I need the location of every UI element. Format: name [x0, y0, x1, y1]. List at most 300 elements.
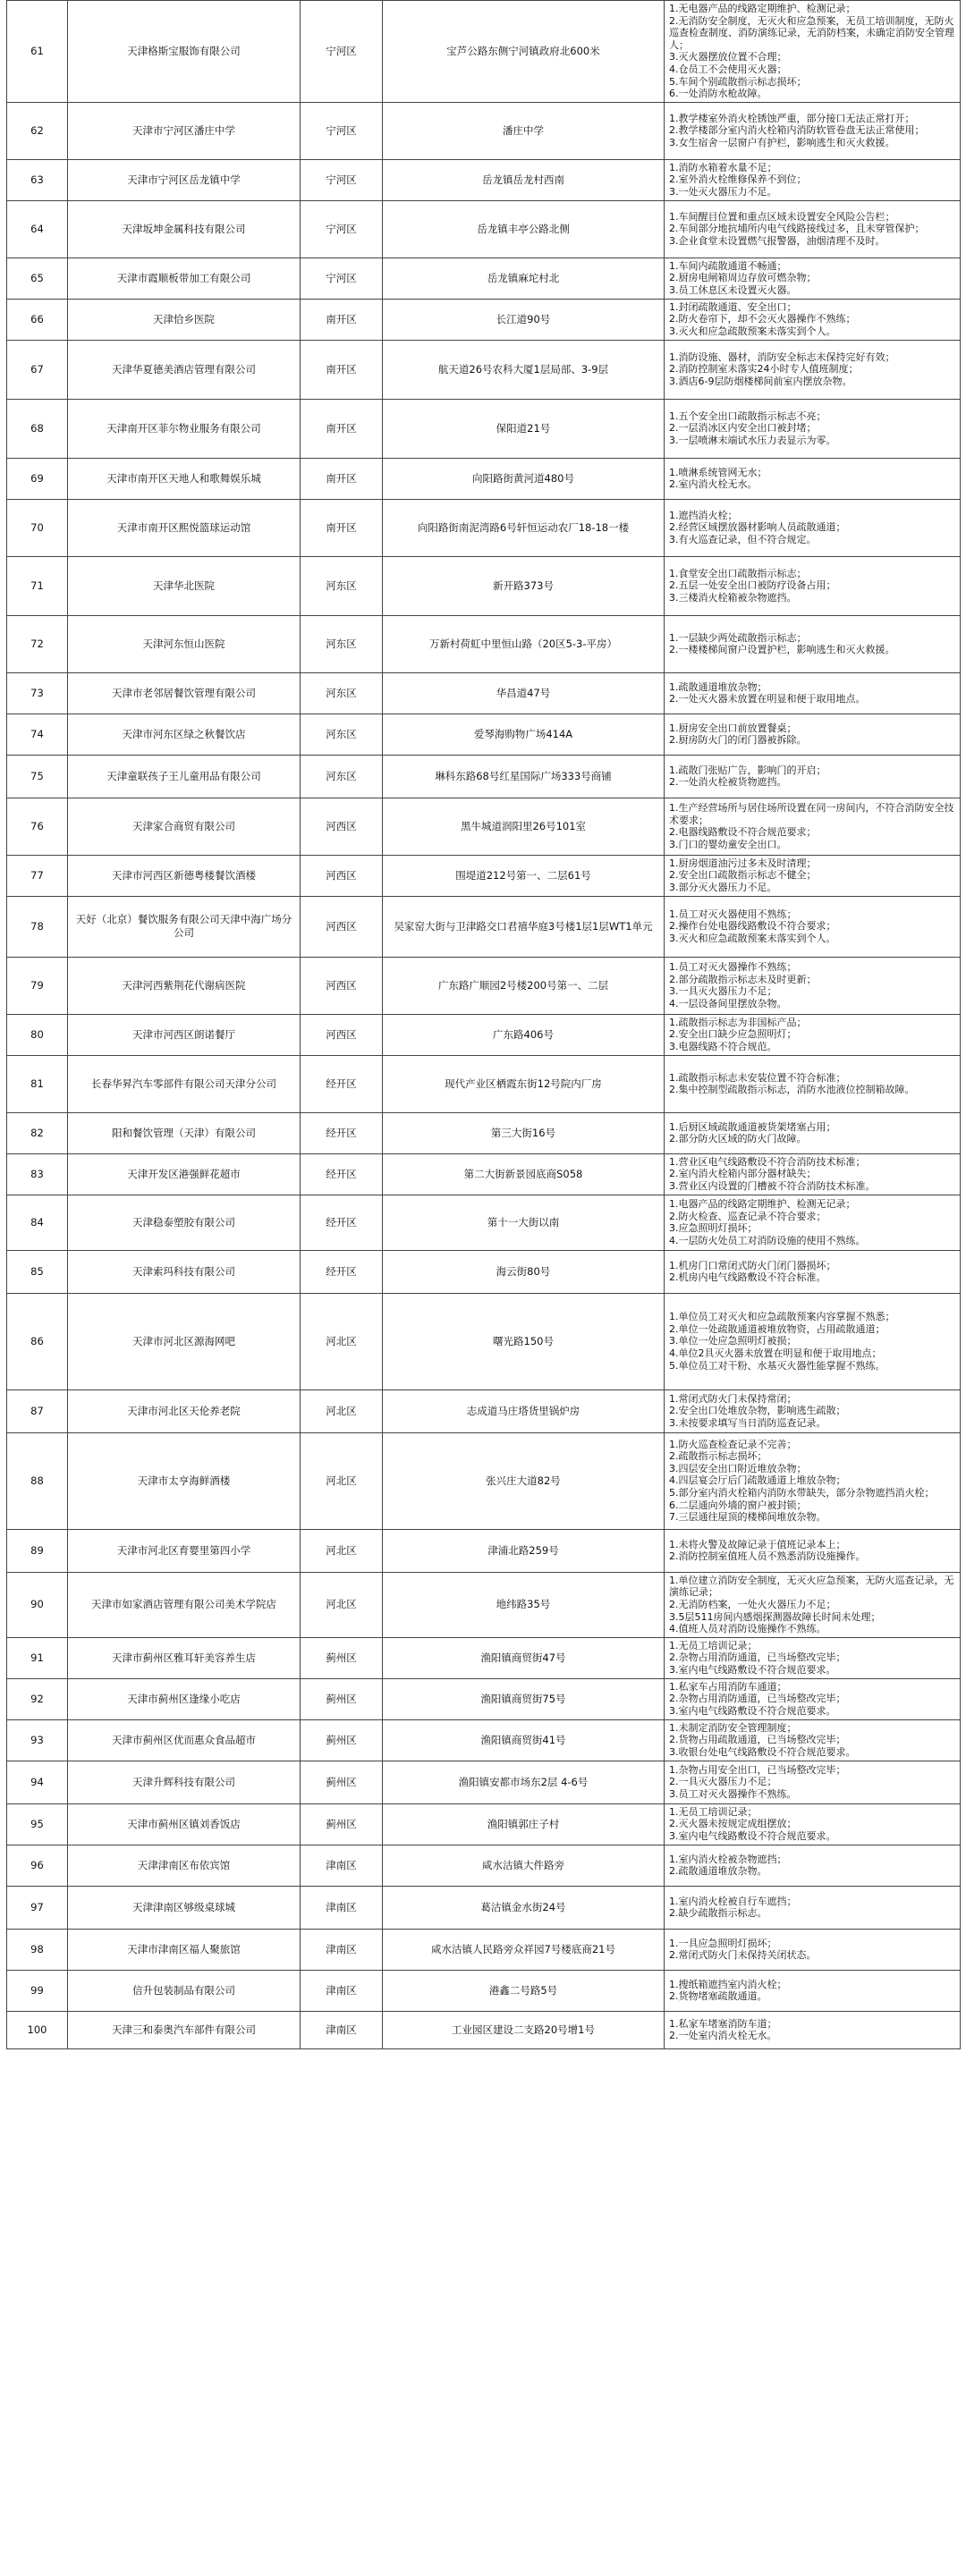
row-number: 61 [7, 1, 68, 103]
issue-item: 1.私家车占用消防车通道； [669, 1680, 787, 1693]
issue-item: 1.未制定消防安全管理制度； [669, 1721, 797, 1734]
address: 宝芦公路东侧宁河镇政府北600米 [383, 1, 665, 103]
issue-item: 2.一层消冰区内安全出口被封堵； [669, 422, 817, 435]
table-row [7, 1970, 961, 2011]
address: 围堤道212号第一、二层61号 [383, 855, 665, 896]
issue-item: 5.部分室内消火栓箱内消防水带缺失，部分杂物遮挡消火栓； [669, 1487, 935, 1499]
unit-name: 信升包装制品有限公司 [68, 1970, 301, 2011]
issue-item: 1.厨房安全出口前放置餐桌； [669, 722, 797, 734]
issue-item: 1.疏散指示标志未安装位置不符合标准； [669, 1071, 846, 1084]
district: 宁河区 [301, 159, 383, 200]
unit-name: 天津市南开区熙悦篮球运动馆 [68, 499, 301, 556]
issues-cell [665, 556, 961, 615]
unit-name: 天好（北京）餐饮服务有限公司天津中海广场分公司 [68, 896, 301, 957]
address: 张兴庄大道82号 [383, 1432, 665, 1529]
issue-item: 2.杂物占用消防通道，已当场整改完毕； [669, 1693, 846, 1705]
unit-name: 天津市老邻居餐饮管理有限公司 [68, 672, 301, 714]
table-row [7, 896, 961, 957]
issue-item: 4.四层宴会厅后门疏散通道上堆放杂物； [669, 1474, 846, 1487]
table-row [7, 1761, 961, 1803]
district: 宁河区 [301, 200, 383, 258]
row-number: 68 [7, 399, 68, 458]
issue-item: 4.一层防火处员工对消防设施的使用不熟练。 [669, 1234, 866, 1246]
issue-item: 2.操作台处电器线路敷设不符合要求； [669, 920, 836, 933]
district: 蓟州区 [301, 1803, 383, 1845]
row-number: 62 [7, 102, 68, 159]
district: 津南区 [301, 1929, 383, 1970]
issue-item: 2.消防控制室值班人员不熟悉消防设施操作。 [669, 1550, 866, 1563]
address: 咸水沽镇人民路旁众祥园7号楼底商21号 [383, 1929, 665, 1970]
row-number: 87 [7, 1389, 68, 1432]
issue-item: 3.员工对灭火器操作不熟练。 [669, 1788, 797, 1801]
issue-item: 1.疏散门张贴广告，影响门的开启； [669, 764, 826, 776]
table-row [7, 556, 961, 615]
district: 河西区 [301, 957, 383, 1014]
address: 第三大街16号 [383, 1112, 665, 1153]
unit-name: 天津市如家酒店管理有限公司美术学院店 [68, 1572, 301, 1637]
table-row [7, 1293, 961, 1389]
address: 新开路373号 [383, 556, 665, 615]
row-number: 70 [7, 499, 68, 556]
issues-cell [665, 1112, 961, 1153]
issues-cell [665, 957, 961, 1014]
unit-name: 天津河西紫荆花代谢病医院 [68, 957, 301, 1014]
issue-item: 1.疏散通道堆放杂物； [669, 680, 767, 693]
issue-item: 1.疏散指示标志为非国标产品； [669, 1016, 807, 1028]
address: 咸水沽镇大件路旁 [383, 1845, 665, 1886]
issue-item: 1.一具应急照明灯损坏； [669, 1937, 777, 1949]
issues-cell [665, 1432, 961, 1529]
issues-cell [665, 1970, 961, 2011]
issue-item: 2.货物占用疏散通道，已当场整改完毕； [669, 1734, 846, 1746]
address: 第二大街新景园底商S058 [383, 1153, 665, 1195]
row-number: 97 [7, 1886, 68, 1929]
row-number: 81 [7, 1055, 68, 1112]
issue-item: 1.食堂安全出口疏散指示标志； [669, 567, 807, 579]
district: 经开区 [301, 1153, 383, 1195]
district: 河北区 [301, 1529, 383, 1572]
table-row [7, 1153, 961, 1195]
issue-item: 2.一处灭火器未放置在明显和便于取用地点。 [669, 693, 866, 705]
district: 河北区 [301, 1389, 383, 1432]
table-row [7, 1929, 961, 1970]
district: 河西区 [301, 1014, 383, 1055]
issues-cell [665, 200, 961, 258]
row-number: 69 [7, 458, 68, 499]
district: 河西区 [301, 798, 383, 855]
row-number: 84 [7, 1195, 68, 1250]
address: 岳龙镇丰亭公路北侧 [383, 200, 665, 258]
address: 爱琴海购物广场414A [383, 714, 665, 755]
issues-cell [665, 1055, 961, 1112]
inspection-table-wrapper [6, 0, 960, 2049]
table-row [7, 299, 961, 340]
row-number: 85 [7, 1250, 68, 1293]
issue-item: 3.电器线路不符合规范。 [669, 1041, 777, 1053]
issues-cell [665, 102, 961, 159]
issue-item: 1.室内消火栓被自行车遮挡； [669, 1895, 797, 1907]
issue-item: 2.室内消火栓箱内部分器材缺失； [669, 1168, 817, 1180]
unit-name: 天津家合商贸有限公司 [68, 798, 301, 855]
row-number: 99 [7, 1970, 68, 2011]
issues-cell [665, 1637, 961, 1678]
table-row [7, 1250, 961, 1293]
issues-cell [665, 458, 961, 499]
row-number: 80 [7, 1014, 68, 1055]
issue-item: 2.消防控制室未落实24小时专人值班制度； [669, 363, 859, 376]
district: 河东区 [301, 615, 383, 672]
issue-item: 1.室内消火栓被杂物遮挡； [669, 1853, 787, 1865]
table-row [7, 1112, 961, 1153]
issue-item: 2.疏散指示标志损坏； [669, 1450, 767, 1463]
issues-cell [665, 1803, 961, 1845]
district: 河东区 [301, 672, 383, 714]
issue-item: 2.灭火器未按规定成组摆放； [669, 1818, 797, 1830]
issue-item: 3.灭火器摆放位置不合理； [669, 51, 787, 63]
issues-cell [665, 896, 961, 957]
address: 志成道马庄塔货里锅炉房 [383, 1389, 665, 1432]
district: 津南区 [301, 1886, 383, 1929]
issue-item: 2.防火卷帘下，却不会灭火器操作不熟练； [669, 313, 856, 325]
district: 经开区 [301, 1195, 383, 1250]
issues-cell [665, 1389, 961, 1432]
row-number: 78 [7, 896, 68, 957]
issue-item: 1.杂物占用安全出口，已当场整改完毕； [669, 1763, 846, 1776]
row-number: 73 [7, 672, 68, 714]
unit-name: 天津津南区够级桌球城 [68, 1886, 301, 1929]
row-number: 98 [7, 1929, 68, 1970]
district: 河北区 [301, 1432, 383, 1529]
row-number: 71 [7, 556, 68, 615]
district: 宁河区 [301, 1, 383, 103]
unit-name: 天津市宁河区岳龙镇中学 [68, 159, 301, 200]
district: 宁河区 [301, 102, 383, 159]
issues-cell [665, 159, 961, 200]
district: 经开区 [301, 1055, 383, 1112]
address: 渔阳镇商贸街47号 [383, 1637, 665, 1678]
district: 南开区 [301, 399, 383, 458]
unit-name: 天津市河东区绿之秋餐饮店 [68, 714, 301, 755]
unit-name: 天津格斯宝服饰有限公司 [68, 1, 301, 103]
issues-cell [665, 1678, 961, 1719]
district: 蓟州区 [301, 1761, 383, 1803]
table-row [7, 1, 961, 103]
table-row [7, 714, 961, 755]
issue-item: 3.部分灭火器压力不足。 [669, 882, 777, 894]
address: 工业园区建设二支路20号增1号 [383, 2011, 665, 2048]
issue-item: 1.遮挡消火栓； [669, 509, 738, 521]
issue-item: 2.无消防安全制度，无灭火和应急预案，无员工培训制度，无防火巡查检查制度、消防演练记录，无消防档案，未确定消防安全管理人； [669, 14, 954, 51]
address: 航天道26号农科大厦1层局部、3-9层 [383, 340, 665, 399]
issue-item: 1.厨房烟道油污过多未及时清理； [669, 857, 817, 869]
district: 河东区 [301, 714, 383, 755]
issue-item: 3.应急照明灯损坏； [669, 1222, 758, 1235]
table-row [7, 1886, 961, 1929]
issue-item: 1.员工对灭火器操作不熟练； [669, 961, 797, 974]
row-number: 93 [7, 1719, 68, 1761]
issues-cell [665, 714, 961, 755]
issue-item: 1.机房门口常闭式防火门闭门器损坏； [669, 1259, 836, 1271]
table-row [7, 672, 961, 714]
issue-item: 1.封闭疏散通道、安全出口； [669, 300, 797, 313]
issues-cell [665, 499, 961, 556]
district: 河东区 [301, 556, 383, 615]
issue-item: 3.单位一处应急照明灯被损； [669, 1335, 797, 1347]
district: 南开区 [301, 299, 383, 340]
unit-name: 天津华北医院 [68, 556, 301, 615]
issues-cell [665, 1719, 961, 1761]
issue-item: 1.私家车堵塞消防车道； [669, 2017, 777, 2030]
table-row [7, 1678, 961, 1719]
row-number: 79 [7, 957, 68, 1014]
issue-item: 2.杂物占用消防通道，已当场整改完毕； [669, 1651, 846, 1664]
address: 岳龙镇麻坨村北 [383, 258, 665, 299]
table-row [7, 1529, 961, 1572]
district: 河北区 [301, 1293, 383, 1389]
table-row [7, 1389, 961, 1432]
issue-item: 2.缺少疏散指示标志。 [669, 1907, 767, 1920]
address: 华昌道47号 [383, 672, 665, 714]
address: 海云街80号 [383, 1250, 665, 1293]
issue-item: 2.教学楼部分室内消火栓箱内消防软管卷盘无法正常使用； [669, 124, 925, 137]
issue-item: 3.灭火和应急疏散预案未落实到个人。 [669, 933, 836, 945]
row-number: 95 [7, 1803, 68, 1845]
address: 渔阳镇商贸街75号 [383, 1678, 665, 1719]
issue-item: 3.收银台处电气线路敷设不符合规范要求。 [669, 1746, 856, 1759]
issue-item: 3.一处灭火器压力不足。 [669, 186, 777, 198]
address: 渔阳镇郭庄子村 [383, 1803, 665, 1845]
issues-cell [665, 2011, 961, 2048]
issue-item: 3.一具灭火器压力不足； [669, 985, 777, 998]
table-row [7, 399, 961, 458]
unit-name: 天津市河西区新德粤楼餐饮酒楼 [68, 855, 301, 896]
issues-cell [665, 1572, 961, 1637]
address: 地纬路35号 [383, 1572, 665, 1637]
district: 蓟州区 [301, 1678, 383, 1719]
district: 津南区 [301, 2011, 383, 2048]
issue-item: 2.车间部分地抗埔所内电气线路接线过多，且未穿管保护； [669, 223, 925, 235]
issue-item: 3.女生宿舍一层窗户有护栏，影响逃生和灭火救援。 [669, 137, 895, 149]
unit-name: 天津河东恒山医院 [68, 615, 301, 672]
issue-item: 1.生产经营场所与居住场所设置在同一房间内，不符合消防安全技术要求； [669, 802, 954, 826]
address: 黑牛城道润阳里26号101室 [383, 798, 665, 855]
issue-item: 3.企业食堂未设置燃气报警器，油烟清理不及时。 [669, 235, 886, 248]
issue-item: 5.单位员工对干粉、水基灭火器性能掌握不熟练。 [669, 1359, 886, 1372]
unit-name: 长春华昇汽车零部件有限公司天津分公司 [68, 1055, 301, 1112]
district: 经开区 [301, 1250, 383, 1293]
issue-item: 4.单位2具灭火器未放置在明显和便于取用地点； [669, 1347, 882, 1360]
row-number: 88 [7, 1432, 68, 1529]
unit-name: 天津市河北区天伦养老院 [68, 1389, 301, 1432]
row-number: 65 [7, 258, 68, 299]
issue-item: 5.车间个别疏散指示标志损坏； [669, 75, 807, 88]
issues-cell [665, 1529, 961, 1572]
table-row [7, 200, 961, 258]
address: 港鑫二号路5号 [383, 1970, 665, 2011]
table-row [7, 615, 961, 672]
issues-cell [665, 1, 961, 103]
issue-item: 2.疏散通道堆放杂物。 [669, 1865, 767, 1878]
issues-cell [665, 1195, 961, 1250]
issue-item: 4.仓员工不会使用灭火器； [669, 63, 787, 75]
district: 南开区 [301, 458, 383, 499]
issue-item: 3.酒店6-9层防烟楼梯间前室内摆放杂物。 [669, 376, 852, 388]
issue-item: 2.一处消火栓被货物遮挡。 [669, 776, 787, 789]
issue-item: 2.机房内电气线路敷设不符合标准。 [669, 1271, 826, 1284]
address: 现代产业区栖霞东街12号院内厂房 [383, 1055, 665, 1112]
table-row [7, 102, 961, 159]
issue-item: 3.灭火和应急疏散预案未落实到个人。 [669, 325, 836, 338]
district: 河东区 [301, 755, 383, 798]
unit-name: 天津市太亨海鲜酒楼 [68, 1432, 301, 1529]
unit-name: 天津坂坤金属科技有限公司 [68, 200, 301, 258]
issues-cell [665, 1153, 961, 1195]
row-number: 63 [7, 159, 68, 200]
district: 南开区 [301, 499, 383, 556]
issues-cell [665, 798, 961, 855]
address: 岳龙镇岳龙村西南 [383, 159, 665, 200]
issue-item: 3.未按要求填写当日消防巡查记录。 [669, 1417, 826, 1430]
issues-cell [665, 340, 961, 399]
row-number: 64 [7, 200, 68, 258]
table-row [7, 1637, 961, 1678]
unit-name: 天津索玛科技有限公司 [68, 1250, 301, 1293]
issue-item: 1.员工对灭火器使用不熟练； [669, 908, 797, 920]
issue-item: 1.无员工培训记录； [669, 1805, 758, 1818]
issues-cell [665, 615, 961, 672]
unit-name: 天津市蓟州区镇刘香饭店 [68, 1803, 301, 1845]
row-number: 77 [7, 855, 68, 896]
issue-item: 2.货物堵塞疏散通道。 [669, 1990, 767, 2003]
issue-item: 6.二层通向外墙的窗户被封锁； [669, 1499, 807, 1511]
address: 渔阳镇商贸街41号 [383, 1719, 665, 1761]
issue-item: 1.后厨区域疏散通道被货架堵塞占用； [669, 1120, 836, 1133]
issue-item: 1.无电器产品的线路定期维护、检测记录； [669, 3, 856, 14]
issue-item: 1.搜纸箱遮挡室内消火栓； [669, 1978, 787, 1990]
issue-item: 2.无消防档案，一处火火器压力不足； [669, 1598, 836, 1610]
issue-item: 1.无员工培训记录； [669, 1639, 758, 1651]
district: 宁河区 [301, 258, 383, 299]
district: 津南区 [301, 1845, 383, 1886]
issue-item: 2.部分疏散指示标志未及时更新； [669, 973, 817, 985]
district: 蓟州区 [301, 1719, 383, 1761]
address: 吴家窑大街与卫津路交口君禧华庭3号楼1层1层WT1单元 [383, 896, 665, 957]
row-number: 90 [7, 1572, 68, 1637]
address: 保阳道21号 [383, 399, 665, 458]
table-row [7, 1014, 961, 1055]
issue-item: 2.安全出口疏散指示标志不健全； [669, 869, 817, 882]
issue-item: 1.一层缺少两处疏散指示标志； [669, 631, 807, 644]
issue-item: 2.常闭式防火门未保持关闭状态。 [669, 1949, 817, 1962]
issue-item: 2.厨房电闸箱周边存放可燃杂物； [669, 272, 817, 284]
issues-cell [665, 1761, 961, 1803]
unit-name: 天津三和泰奥汽车部件有限公司 [68, 2011, 301, 2048]
issue-item: 1.单位员工对灭火和应急疏散预案内容掌握不熟悉； [669, 1311, 895, 1323]
issues-cell [665, 299, 961, 340]
issue-item: 2.单位一处疏散通道被堆放物资，占用疏散通道； [669, 1322, 886, 1335]
row-number: 96 [7, 1845, 68, 1886]
address: 向阳路街南泥湾路6号轩恒运动农厂18-18一楼 [383, 499, 665, 556]
row-number: 89 [7, 1529, 68, 1572]
address: 津浦北路259号 [383, 1529, 665, 1572]
row-number: 82 [7, 1112, 68, 1153]
issue-item: 2.室内消火栓无水。 [669, 478, 758, 491]
row-number: 100 [7, 2011, 68, 2048]
table-row [7, 1803, 961, 1845]
issue-item: 3.四层安全出口附近堆放杂物； [669, 1462, 807, 1474]
row-number: 75 [7, 755, 68, 798]
district: 河西区 [301, 855, 383, 896]
issue-item: 1.电器产品的线路定期维护、检测无记录； [669, 1198, 856, 1211]
row-number: 83 [7, 1153, 68, 1195]
issue-item: 2.一具灭火器压力不足； [669, 1776, 777, 1788]
issue-item: 1.五个安全出口疏散指示标志不亮； [669, 410, 826, 422]
row-number: 72 [7, 615, 68, 672]
issue-item: 1.消防水箱着水量不足； [669, 161, 777, 173]
issue-item: 2.安全出口缺少应急照明灯； [669, 1028, 797, 1041]
issue-item: 7.三层通往屋顶的楼梯间堆放杂物。 [669, 1511, 826, 1524]
row-number: 91 [7, 1637, 68, 1678]
table-row [7, 499, 961, 556]
issue-item: 3.营业区内设置的门槽被不符合消防技术标准。 [669, 1180, 876, 1193]
address: 万新村荷虹中里恒山路（20区5-3-平房） [383, 615, 665, 672]
issues-cell [665, 1293, 961, 1389]
district: 经开区 [301, 1112, 383, 1153]
address: 第十一大街以南 [383, 1195, 665, 1250]
issue-item: 2.五层一处安全出口被防疗设备占用； [669, 579, 836, 592]
row-number: 86 [7, 1293, 68, 1389]
issue-item: 2.防火检查、巡查记录不符合要求； [669, 1210, 826, 1222]
issues-cell [665, 1929, 961, 1970]
issue-item: 1.车间醒目位置和重点区域未设置安全风险公告栏； [669, 210, 895, 223]
district: 津南区 [301, 1970, 383, 2011]
inspection-table [6, 0, 961, 2049]
issue-item: 2.经营区域摆放器材影响人员疏散通道； [669, 521, 846, 534]
unit-name: 天津市河北区源海网吧 [68, 1293, 301, 1389]
address: 广东路广顺园2号楼200号第一、二层 [383, 957, 665, 1014]
issues-cell [665, 1845, 961, 1886]
table-row [7, 755, 961, 798]
issues-cell [665, 258, 961, 299]
table-row [7, 458, 961, 499]
table-row [7, 2011, 961, 2048]
unit-name: 天津市蓟州区逢缘小吃店 [68, 1678, 301, 1719]
table-row [7, 855, 961, 896]
address: 琳科东路68号红星国际广场333号商铺 [383, 755, 665, 798]
table-row [7, 1055, 961, 1112]
issues-cell [665, 855, 961, 896]
unit-name: 天津市河北区育婴里第四小学 [68, 1529, 301, 1572]
issue-item: 2.厨房防火门的闭门器被拆除。 [669, 734, 807, 747]
issue-item: 3.有火巡查记录，但不符合规定。 [669, 534, 817, 546]
unit-name: 天津市河西区朗诺餐厅 [68, 1014, 301, 1055]
issues-cell [665, 755, 961, 798]
address: 长江道90号 [383, 299, 665, 340]
table-row [7, 340, 961, 399]
issue-item: 3.5层511房间内感烟探测器故障长时间未处理； [669, 1610, 881, 1623]
issue-item: 1.教学楼室外消火栓锈蚀严重，部分接口无法正常打开； [669, 112, 915, 124]
issue-item: 2.一处室内消火栓无水。 [669, 2030, 777, 2042]
unit-name: 天津恰乡医院 [68, 299, 301, 340]
issues-cell [665, 399, 961, 458]
issue-item: 2.电器线路敷设不符合规范要求； [669, 826, 817, 839]
table-row [7, 258, 961, 299]
table-row [7, 1195, 961, 1250]
issue-item: 3.三楼消火栓箱被杂物遮挡。 [669, 592, 797, 604]
issue-item: 1.喷淋系统管网无水； [669, 466, 767, 478]
issue-item: 3.员工休息区未设置灭火器。 [669, 284, 797, 297]
issue-item: 3.门口的婴幼童安全出口。 [669, 838, 787, 850]
